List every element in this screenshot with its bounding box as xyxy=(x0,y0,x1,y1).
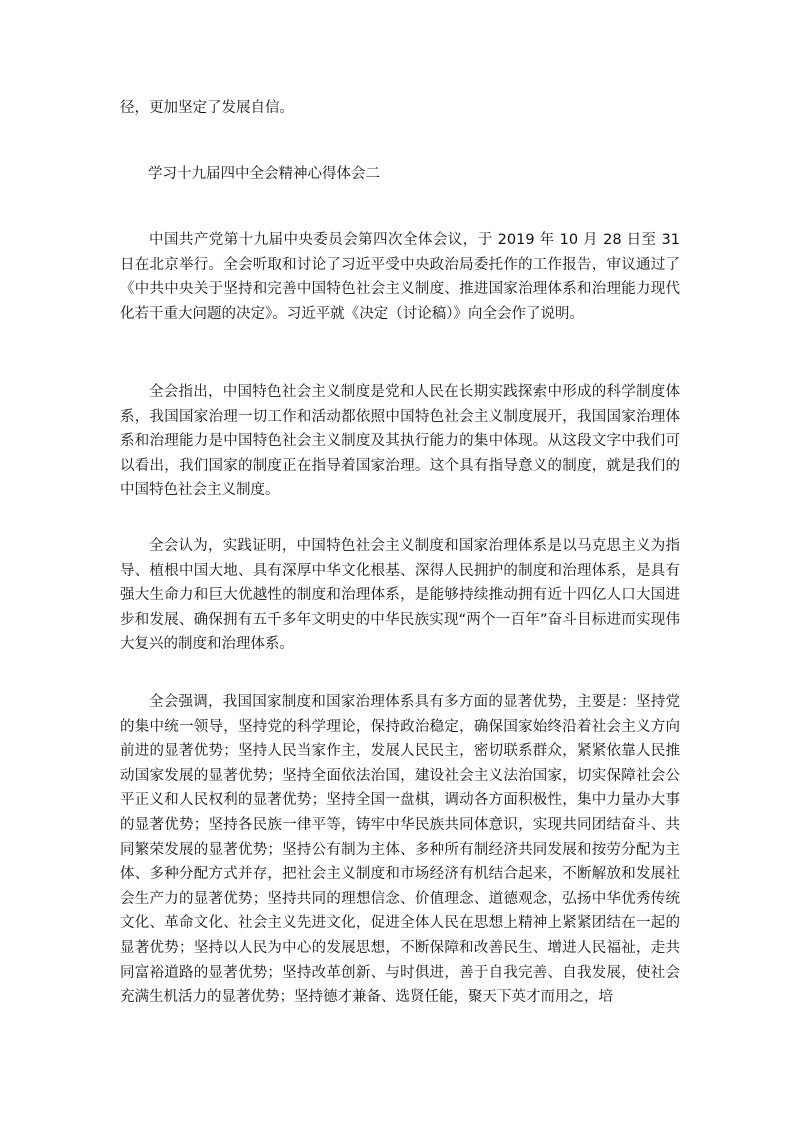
paragraph-2: 全会指出，中国特色社会主义制度是党和人民在长期实践探索中形成的科学制度体系，我国国家治理一切工作和活动都依照中国特色社会主义制度展开，我国国家治理体系和治理能力是中国特色社会主义制度及其执行能力的集中体现。从这段文字中我们可以看出，我们国家的制度正在指导着国家治理。这个具有指导意义的制度，就是我们的中国特色社会主义制度。 xyxy=(120,384,680,499)
lead-fragment: 径，更加坚定了发展自信。 xyxy=(120,100,294,116)
paragraph-3: 全会认为，实践证明，中国特色社会主义制度和国家治理体系是以马克思主义为指导、植根中国大地、具有深厚中华文化根基、深得人民拥护的制度和治理体系，是具有强大生命力和巨大优越性的制度和治理体系，是能够持续推动拥有近十四亿人口大国进步和发展、确保拥有五千多年文明史的中华民族实现“两个一百年”奋斗目标进而实现伟大复兴的制度和治理体系。 xyxy=(120,538,680,653)
paragraph-1: 中国共产党第十九届中央委员会第四次全体会议，于 2019 年 10 月 28 日至 31 日在北京举行。全会听取和讨论了习近平受中央政治局委托作的工作报告，审议通过了《中共中央关于坚持和完善中国特色社会主义制度、推进国家治理体系和治理能力现代化若干重大问题的决定》。习近平就《决定（讨论稿）》向全会作了说明。 xyxy=(120,232,680,322)
paragraph-4: 全会强调，我国国家制度和国家治理体系具有多方面的显著优势，主要是：坚持党的集中统一领导，坚持党的科学理论，保持政治稳定，确保国家始终沿着社会主义方向前进的显著优势；坚持人民当家作主，发展人民民主，密切联系群众，紧紧依靠人民推动国家发展的显著优势；坚持全面依法治国，建设社会主义法治国家，切实保障社会公平正义和人民权利的显著优势；坚持全国一盘棋，调动各方面积极性，集中力量办大事的显著优势；坚持各民族一律平等，铸牢中华民族共同体意识，实现共同团结奋斗、共同繁荣发展的显著优势；坚持公有制为主体、多种所有制经济共同发展和按劳分配为主体、多种分配方式并存，把社会主义制度和市场经济有机结合起来，不断解放和发展社会生产力的显著优势；坚持共同的理想信念、价值理念、道德观念，弘扬中华优秀传统文化、革命文化、社会主义先进文化，促进全体人民在思想上精神上紧紧团结在一起的显著优势；坚持以人民为中心的发展思想，不断保障和改善民生、增进人民福祉，走共同富裕道路的显著优势；坚持改革创新、与时俱进，善于自我完善、自我发展，使社会充满生机活力的显著优势；坚持德才兼备、选贤任能，聚天下英才而用之，培 xyxy=(120,694,680,1006)
section-title: 学习十九届四中全会精神心得体会二 xyxy=(148,166,380,182)
